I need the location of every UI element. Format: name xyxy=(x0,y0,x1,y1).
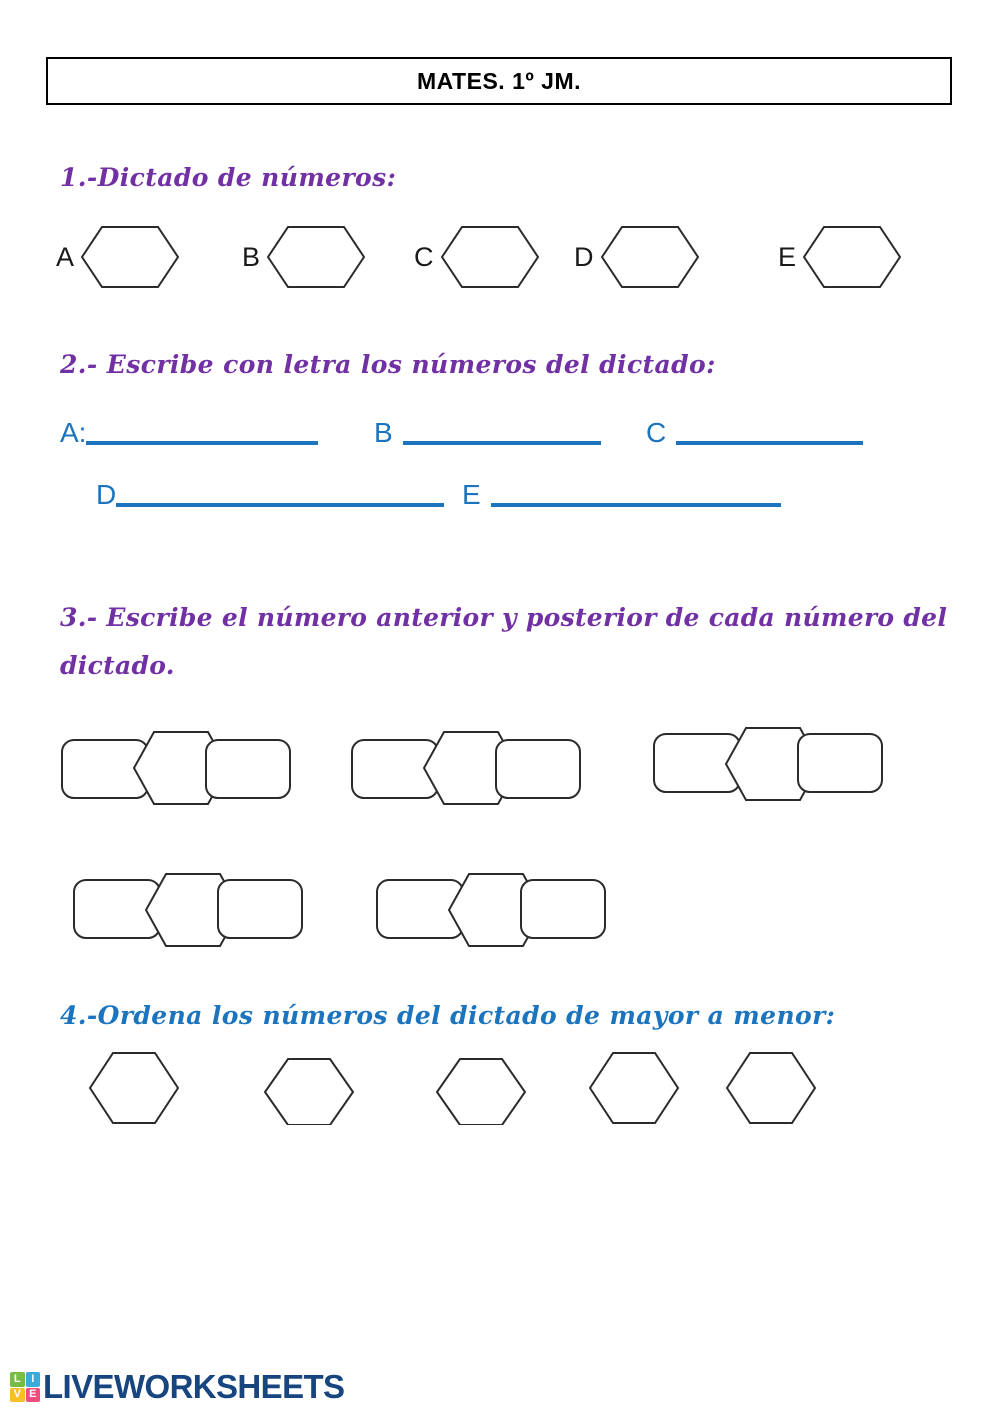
q2-label-d: D xyxy=(96,479,117,510)
logo-tile-i: I xyxy=(26,1372,41,1387)
q2-label-c: C xyxy=(646,417,667,448)
logo-tile-l: L xyxy=(10,1372,25,1387)
q1-item-c xyxy=(414,212,540,302)
question-2-heading: 2.- Escribe con letra los números del dictado: xyxy=(60,350,716,379)
q2-label-b: B xyxy=(374,417,393,448)
q2-writing-line-a[interactable] xyxy=(86,441,318,445)
q1-label-c: C xyxy=(414,241,434,272)
q4-hexagon-input-5[interactable] xyxy=(725,1051,817,1125)
q1-label-b: B xyxy=(242,241,261,272)
q1-item-b xyxy=(242,212,366,302)
q1-item-a xyxy=(56,212,180,302)
q3-box-after-5[interactable] xyxy=(521,880,605,938)
question-4-answer-row xyxy=(80,1051,870,1131)
q1-hexagon-input-c[interactable] xyxy=(440,225,540,289)
q2-writing-line-e[interactable] xyxy=(491,503,781,507)
liveworksheets-logo[interactable] xyxy=(10,1368,344,1406)
q2-writing-line-b[interactable] xyxy=(403,441,601,445)
q1-item-e xyxy=(778,212,902,302)
q3-box-after-2[interactable] xyxy=(496,740,580,798)
q3-group-1 xyxy=(60,728,292,806)
q4-hexagon-input-1[interactable] xyxy=(88,1051,180,1125)
q1-label-a: A xyxy=(56,241,75,272)
q2-field-b[interactable] xyxy=(374,408,601,448)
q4-hexagon-input-3[interactable] xyxy=(435,1051,527,1125)
question-1-answer-row xyxy=(56,212,946,302)
q3-box-after-3[interactable] xyxy=(798,734,882,792)
logo-tile-v: V xyxy=(10,1388,25,1403)
q1-hexagon-input-d[interactable] xyxy=(600,225,700,289)
q1-hexagon-input-e[interactable] xyxy=(802,225,902,289)
q1-label-e: E xyxy=(778,241,797,272)
logo-tile-e: E xyxy=(26,1388,41,1403)
worksheet-title-box xyxy=(46,57,952,105)
q3-group-3 xyxy=(652,726,884,804)
logo-tiles xyxy=(10,1372,40,1402)
q1-hexagon-input-b[interactable] xyxy=(266,225,366,289)
q3-box-after-4[interactable] xyxy=(218,880,302,938)
q2-field-e[interactable] xyxy=(462,470,781,510)
q2-writing-line-c[interactable] xyxy=(676,441,863,445)
q1-hexagon-input-a[interactable] xyxy=(80,225,180,289)
q2-field-c[interactable] xyxy=(646,408,863,448)
q2-label-e: E xyxy=(462,479,481,510)
q1-label-d: D xyxy=(574,241,594,272)
q4-hexagon-input-2[interactable] xyxy=(263,1051,355,1125)
q3-group-4 xyxy=(72,872,304,950)
question-3-heading: 3.- Escribe el número anterior y posterior de cada número del dictado. xyxy=(60,603,948,680)
q3-group-2 xyxy=(350,728,582,806)
page-title: MATES. 1º JM. xyxy=(417,67,581,94)
q3-box-after-1[interactable] xyxy=(206,740,290,798)
q3-group-5 xyxy=(375,872,607,950)
q2-writing-line-d[interactable] xyxy=(116,503,444,507)
q2-label-a: A: xyxy=(60,417,87,448)
q1-item-d xyxy=(574,212,700,302)
q2-field-a[interactable] xyxy=(60,408,318,448)
question-4-heading: 4.-Ordena los números del dictado de mayor a menor: xyxy=(60,1001,836,1030)
logo-wordmark: LIVEWORKSHEETS xyxy=(43,1368,345,1405)
q2-field-d[interactable] xyxy=(96,470,444,510)
q4-hexagon-input-4[interactable] xyxy=(588,1051,680,1125)
question-1-heading: 1.-Dictado de números: xyxy=(60,163,397,192)
